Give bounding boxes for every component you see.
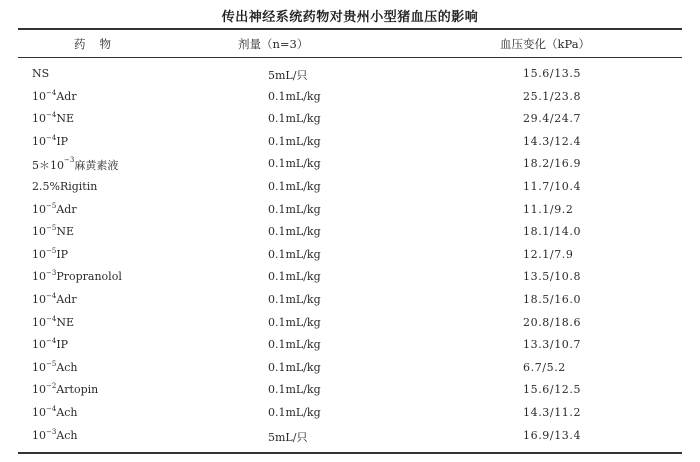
drug-name: IP bbox=[56, 338, 69, 352]
drug-cell bbox=[32, 270, 122, 283]
dose-cell: 0.1mL/kg bbox=[268, 225, 321, 239]
table-row bbox=[18, 222, 682, 245]
table-row bbox=[18, 290, 682, 313]
drug-concentration-exponent: −3 bbox=[46, 427, 57, 436]
dose-cell: 0.1mL/kg bbox=[268, 134, 321, 148]
dose-cell: 5mL/只 bbox=[268, 69, 308, 82]
drug-name: 麻黄素液 bbox=[74, 159, 119, 173]
dose-cell: 5mL/只 bbox=[268, 430, 308, 444]
table-row bbox=[18, 267, 682, 290]
drug-concentration-base: 10 bbox=[32, 428, 46, 442]
bp-change-cell: 29.4/24.7 bbox=[523, 112, 582, 126]
drug-concentration-base: 10 bbox=[32, 225, 46, 239]
bp-change-cell: 11.1/9.2 bbox=[523, 202, 574, 216]
drug-concentration-base: 10 bbox=[32, 134, 46, 148]
drug-name: Propranolol bbox=[56, 270, 122, 284]
drug-concentration-exponent: −4 bbox=[46, 291, 57, 300]
drug-concentration-exponent: −5 bbox=[46, 359, 57, 368]
bp-change-cell: 18.5/16.0 bbox=[523, 292, 582, 306]
table-row bbox=[18, 64, 682, 87]
drug-concentration-exponent: −4 bbox=[46, 111, 57, 120]
bp-change-cell: 20.8/18.6 bbox=[523, 315, 582, 329]
table-row bbox=[18, 380, 682, 403]
drug-concentration-exponent: −5 bbox=[46, 224, 57, 233]
bp-change-cell: 15.6/13.5 bbox=[523, 67, 582, 80]
drug-name: NS bbox=[32, 67, 50, 80]
drug-name: IP bbox=[56, 247, 69, 261]
drug-concentration-base: 10 bbox=[32, 247, 46, 261]
dose-cell: 0.1mL/kg bbox=[268, 179, 321, 193]
dose-cell: 0.1mL/kg bbox=[268, 315, 321, 329]
dose-cell: 0.1mL/kg bbox=[268, 270, 321, 284]
drug-name: Ach bbox=[56, 428, 78, 442]
dose-cell: 0.1mL/kg bbox=[268, 112, 321, 126]
drug-concentration-base: 10 bbox=[32, 112, 46, 126]
drug-concentration-base: 10 bbox=[32, 270, 46, 284]
drug-cell bbox=[32, 225, 74, 238]
table-body bbox=[18, 64, 682, 448]
drug-cell bbox=[32, 248, 68, 261]
table-row bbox=[18, 154, 682, 177]
header-drug: 药物 bbox=[74, 37, 125, 51]
bp-change-cell: 14.3/11.2 bbox=[523, 405, 582, 419]
table-row bbox=[18, 132, 682, 155]
table-row bbox=[18, 200, 682, 223]
drug-concentration-base: 10 bbox=[32, 202, 46, 216]
bp-change-cell: 18.1/14.0 bbox=[523, 225, 582, 239]
table-row bbox=[18, 313, 682, 336]
drug-concentration-base: 10 bbox=[32, 292, 46, 306]
drug-name: NE bbox=[56, 112, 74, 126]
drug-name: Ach bbox=[56, 360, 78, 374]
drug-concentration-exponent: −4 bbox=[46, 404, 57, 413]
drug-cell bbox=[32, 112, 74, 125]
drug-concentration-exponent: −5 bbox=[46, 201, 57, 210]
drug-name: Ach bbox=[56, 405, 78, 419]
drug-cell bbox=[32, 203, 77, 216]
table-row bbox=[18, 109, 682, 132]
drug-concentration-exponent: −2 bbox=[46, 382, 57, 391]
drug-cell bbox=[32, 90, 77, 103]
bp-change-cell: 13.5/10.8 bbox=[523, 270, 582, 284]
drug-concentration-exponent: −4 bbox=[46, 314, 57, 323]
drug-cell bbox=[32, 293, 77, 306]
dose-cell: 0.1mL/kg bbox=[268, 89, 321, 103]
drug-cell bbox=[32, 338, 68, 351]
bp-change-cell: 16.9/13.4 bbox=[523, 428, 582, 442]
drug-cell bbox=[32, 383, 98, 396]
table-header bbox=[18, 36, 682, 52]
drug-concentration-base: 10 bbox=[32, 383, 46, 397]
drug-cell bbox=[32, 180, 97, 193]
header-dose: 剂量（n=3） bbox=[238, 37, 309, 51]
drug-concentration-exponent: −4 bbox=[46, 133, 57, 142]
drug-cell bbox=[32, 406, 78, 419]
drug-concentration-base: 5＊10 bbox=[32, 159, 64, 173]
drug-name: Adr bbox=[56, 202, 77, 216]
bp-change-cell: 12.1/7.9 bbox=[523, 247, 574, 261]
drug-name: NE bbox=[56, 315, 74, 329]
table-top-rule bbox=[18, 28, 682, 30]
table-row bbox=[18, 403, 682, 426]
drug-name: IP bbox=[56, 134, 69, 148]
dose-cell: 0.1mL/kg bbox=[268, 360, 321, 374]
drug-concentration-exponent: −4 bbox=[46, 88, 57, 97]
bp-change-cell: 15.6/12.5 bbox=[523, 383, 582, 397]
table-bottom-rule bbox=[18, 452, 682, 454]
table-row bbox=[18, 177, 682, 200]
table-header-rule bbox=[18, 57, 682, 58]
dose-cell: 0.1mL/kg bbox=[268, 383, 321, 397]
drug-concentration-base: 10 bbox=[32, 338, 46, 352]
drug-cell bbox=[32, 67, 49, 80]
dose-cell: 0.1mL/kg bbox=[268, 202, 321, 216]
drug-concentration-base: 10 bbox=[32, 360, 46, 374]
bp-change-cell: 18.2/16.9 bbox=[523, 157, 582, 171]
drug-concentration-exponent: −3 bbox=[46, 269, 57, 278]
bp-change-cell: 13.3/10.7 bbox=[523, 338, 582, 352]
drug-name: Adr bbox=[56, 89, 77, 103]
dose-cell: 0.1mL/kg bbox=[268, 338, 321, 352]
bp-change-cell: 14.3/12.4 bbox=[523, 134, 582, 148]
table-row bbox=[18, 335, 682, 358]
drug-concentration-base: 10 bbox=[32, 405, 46, 419]
drug-cell bbox=[32, 157, 118, 173]
header-bp: 血压变化（kPa） bbox=[500, 37, 591, 51]
dose-cell: 0.1mL/kg bbox=[268, 247, 321, 261]
drug-name: Artopin bbox=[56, 383, 99, 397]
drug-concentration-exponent: −4 bbox=[46, 337, 57, 346]
table-row bbox=[18, 245, 682, 268]
drug-concentration-exponent: −5 bbox=[46, 246, 57, 255]
table-row bbox=[18, 358, 682, 381]
bp-change-cell: 6.7/5.2 bbox=[523, 360, 566, 374]
drug-name: Adr bbox=[56, 292, 77, 306]
dose-cell: 0.1mL/kg bbox=[268, 292, 321, 306]
drug-cell bbox=[32, 361, 78, 374]
table-title: 传出神经系统药物对贵州小型猪血压的影响 bbox=[221, 10, 479, 25]
drug-concentration-base: 10 bbox=[32, 315, 46, 329]
table-row bbox=[18, 426, 682, 449]
drug-concentration-exponent: −3 bbox=[64, 156, 75, 165]
drug-name: NE bbox=[56, 225, 74, 239]
dose-cell: 0.1mL/kg bbox=[268, 157, 321, 171]
drug-cell bbox=[32, 135, 68, 148]
drug-cell bbox=[32, 316, 74, 329]
bp-change-cell: 11.7/10.4 bbox=[523, 179, 582, 193]
drug-cell bbox=[32, 429, 78, 442]
drug-concentration-base: 10 bbox=[32, 89, 46, 103]
bp-change-cell: 25.1/23.8 bbox=[523, 89, 582, 103]
table-row bbox=[18, 87, 682, 110]
drug-name: 2.5%Rigitin bbox=[32, 179, 98, 193]
dose-cell: 0.1mL/kg bbox=[268, 405, 321, 419]
